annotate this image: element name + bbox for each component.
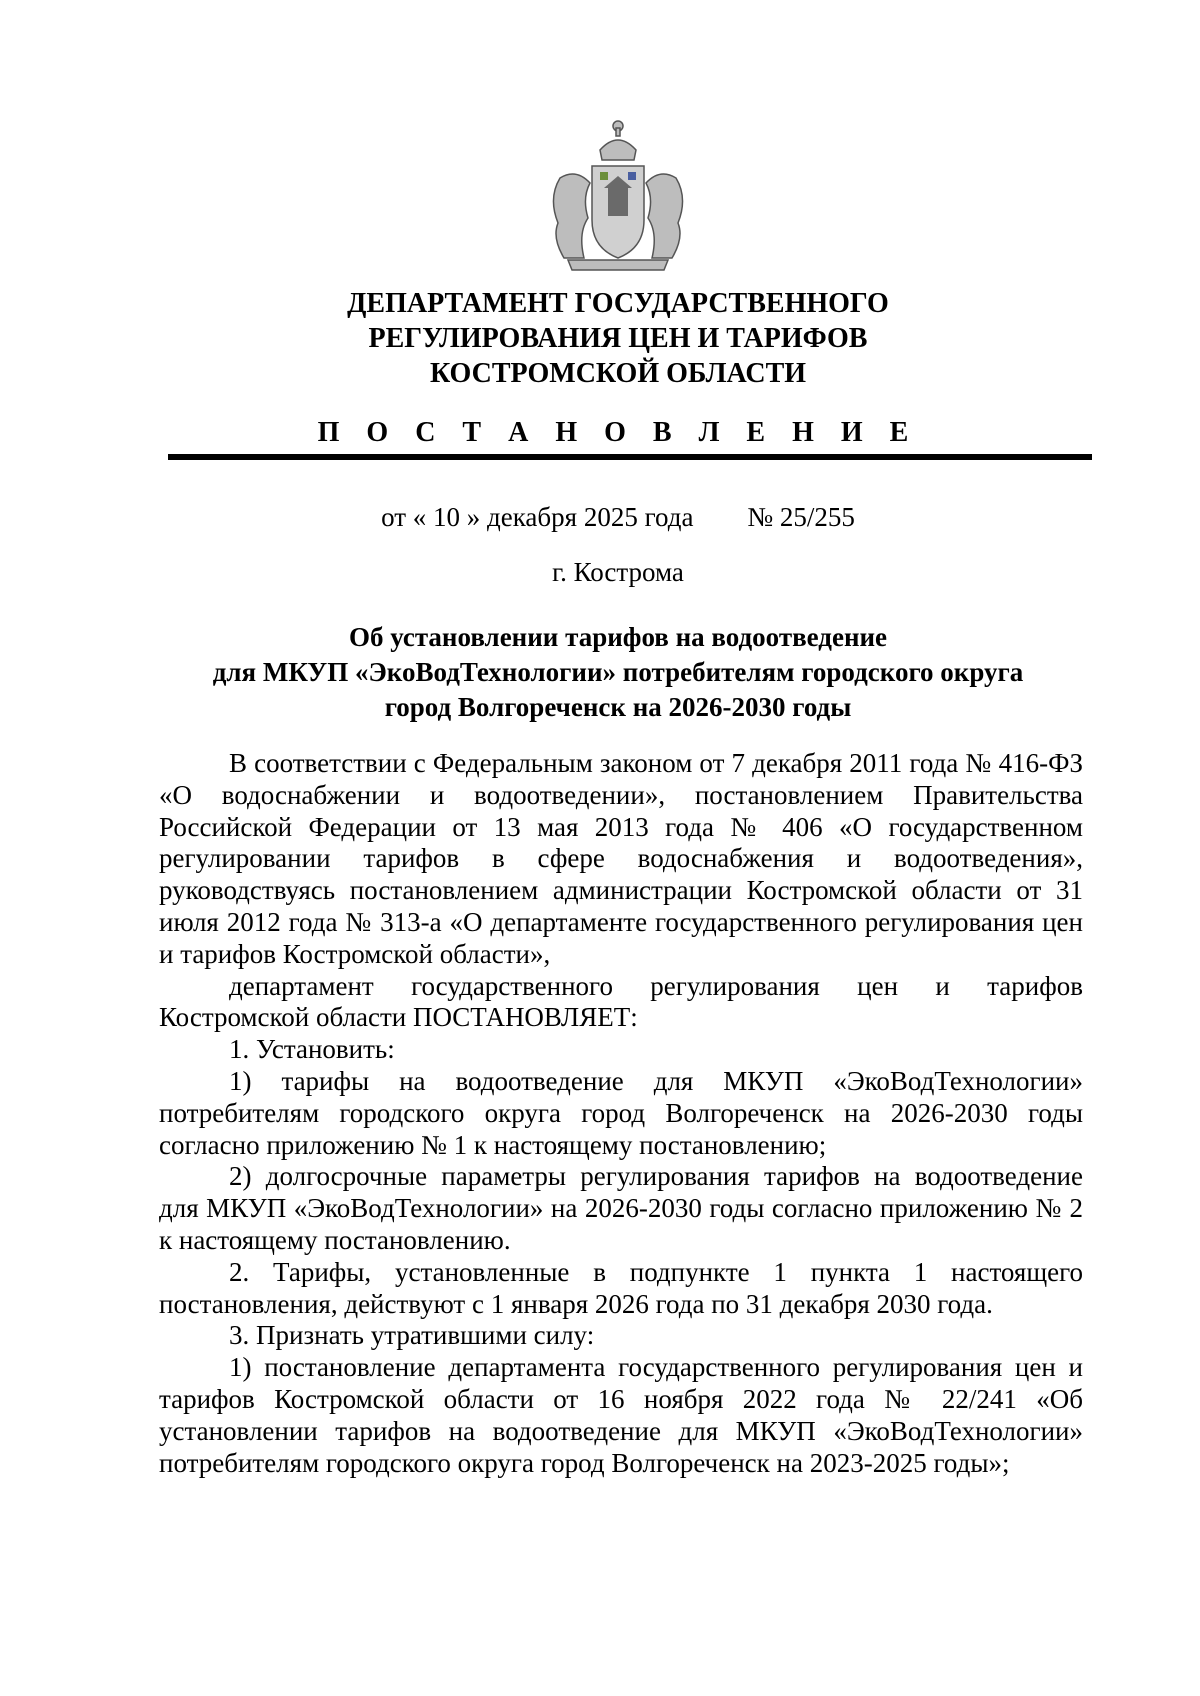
department-line-2: РЕГУЛИРОВАНИЯ ЦЕН И ТАРИФОВ xyxy=(368,323,868,354)
preamble-paragraph: В соответствии с Федеральным законом от 7 декабря 2011 года № 416-ФЗ «О водоснабжении и водоотведении», постановлением Правительства Российской Федерации от 13 мая 2013 года № 406 «О государственном регулировании тарифов в сфере водоснабжения и водоотведения», руководствуясь постановлением администрации Костромской области от 31 июля 2012 года № 313-а «О департаменте государственного регулирования цен и тарифов Костромской области», xyxy=(159,748,1083,969)
document-type: П О С Т А Н О В Л Е Н И Е xyxy=(317,417,919,448)
document-date: от « 10 » декабря 2025 года xyxy=(381,502,694,532)
department-heading xyxy=(150,286,1086,391)
coat-of-arms-icon xyxy=(538,108,698,278)
title-line-3: город Волгореченск на 2026-2030 годы xyxy=(384,692,852,722)
item-1: 1. Установить: xyxy=(229,1034,395,1065)
item-1-2: 2) долгосрочные параметры регулирования тарифов на водоотведение для МКУП «ЭкоВодТехнологии» на 2026-2030 годы согласно приложению № 2 к настоящему постановлению. xyxy=(159,1161,1083,1255)
title-line-1: Об установлении тарифов на водоотведение xyxy=(348,622,888,652)
item-3: 3. Признать утратившими силу: xyxy=(229,1320,595,1351)
heading-divider xyxy=(168,454,1092,460)
department-line-1: ДЕПАРТАМЕНТ ГОСУДАРСТВЕННОГО xyxy=(347,288,889,319)
date-line xyxy=(150,500,1086,534)
item-1-1: 1) тарифы на водоотведение для МКУП «ЭкоВодТехнологии» потребителям городского округа город Волгореченск на 2026-2030 годы согласно приложению № 1 к настоящему постановлению; xyxy=(159,1065,1083,1160)
document-body xyxy=(159,748,1083,1479)
department-line-3: КОСТРОМСКОЙ ОБЛАСТИ xyxy=(429,358,807,389)
document-city: г. Кострома xyxy=(552,557,684,587)
document-title xyxy=(150,620,1086,725)
item-3-1: 1) постановление департамента государственного регулирования цен и тарифов Костромской области от 16 ноября 2022 года № 22/241 «Об установлении тарифов на водоотведение для МКУП «ЭкоВодТехнологии» потребителям городского округа город Волгореченск на 2023-2025 годы»; xyxy=(159,1352,1083,1478)
title-line-2: для МКУП «ЭкоВодТехнологии» потребителям городского округа xyxy=(212,657,1024,687)
item-2: 2. Тарифы, установленные в подпункте 1 пункта 1 настоящего постановления, действуют с 1 января 2026 года по 31 декабря 2030 года. xyxy=(159,1256,1083,1319)
document-number: № 25/255 xyxy=(747,502,855,532)
resolves-paragraph: департамент государственного регулирования цен и тарифов Костромской области ПОСТАНОВЛЯЕТ: xyxy=(159,970,1083,1033)
